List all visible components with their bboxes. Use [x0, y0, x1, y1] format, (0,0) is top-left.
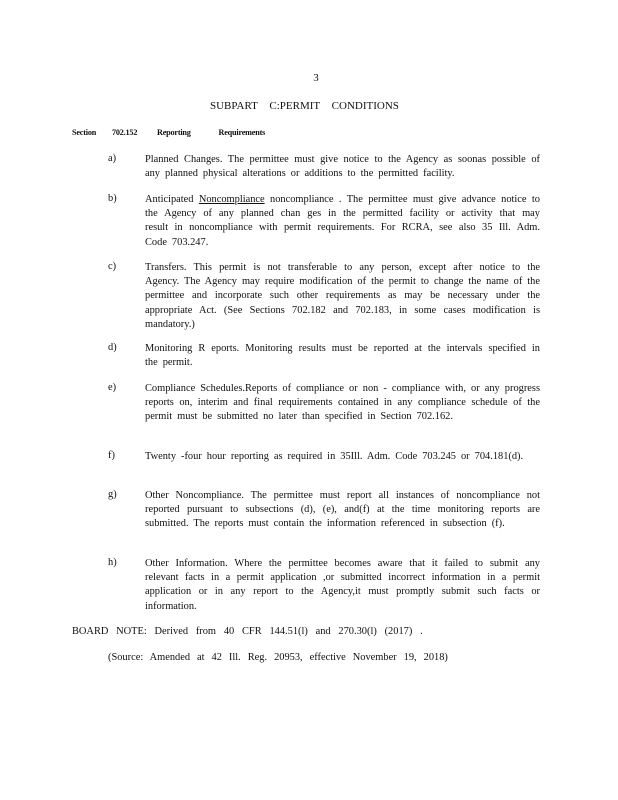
section-label: Section: [72, 128, 97, 137]
item-text-after: noncompliance . The permittee must give advance notice to the Agency of any planned chan ges in the permitted facility or activity that may result in noncompliance with permit requirements. For RCRA, see also 35 Ill. Adm. Code 703.247.: [145, 194, 540, 248]
item-text: Planned Changes. The permittee must give notice to the Agency as soonas possible of any planned physical alterations or additions to the permitted facility.: [145, 154, 540, 180]
item-letter: d): [108, 342, 117, 353]
item-letter: c): [108, 261, 117, 272]
item-letter: b): [108, 193, 117, 204]
item-text: Twenty -four hour reporting as required in 35Ill. Adm. Code 703.245 or 704.181(d).: [145, 451, 524, 462]
page-number: 3: [313, 72, 319, 84]
item-letter: h): [108, 557, 117, 568]
item-text: Compliance Schedules.Reports of compliance or non - compliance with, or any progress reports on, interim and final requirements contained in any compliance schedule of the permit must be submitted no later than specified in Section 702.162.: [145, 383, 540, 423]
subpart-title: SUBPART C:PERMIT CONDITIONS: [210, 100, 399, 112]
struck-term: Noncompliance: [198, 194, 265, 205]
item-text: Monitoring R eports. Monitoring results must be reported at the intervals specified in the permit.: [145, 343, 540, 369]
section-number: 702.152: [112, 128, 138, 137]
section-title: Reporting Requirements: [157, 128, 266, 137]
item-text: [145, 193, 540, 250]
board-note: BOARD NOTE: Derived from 40 CFR 144.51(l) and 270.30(l) (2017) .: [72, 626, 423, 637]
section-heading: [72, 128, 265, 137]
item-text: Other Information. Where the permittee becomes aware that it failed to submit any relevant facts in a permit application ,or submitted incorrect information in a permit application or in any report to the Agency,it must promptly submit such facts or information.: [145, 558, 540, 612]
item-letter: a): [108, 153, 117, 164]
source-note: (Source: Amended at 42 Ill. Reg. 20953, effective November 19, 2018): [108, 652, 448, 663]
item-text: Transfers. This permit is not transferable to any person, except after notice to the Agency. The Agency may require modification of the permit to change the name of the permittee and incorporate such other requirements as may be necessary under the appropriate Act. (See Sections 702.182 and 702.183, in some cases modification is mandatory.): [145, 262, 540, 330]
item-text-before: Anticipated: [145, 194, 199, 205]
item-letter: g): [108, 489, 117, 500]
item-text: Other Noncompliance. The permittee must report all instances of noncompliance not reported pursuant to subsections (d), (e), and(f) at the time monitoring reports are submitted. The reports must contain the information referenced in subsection (f).: [145, 490, 540, 530]
item-letter: f): [108, 450, 115, 461]
item-letter: e): [108, 382, 117, 393]
